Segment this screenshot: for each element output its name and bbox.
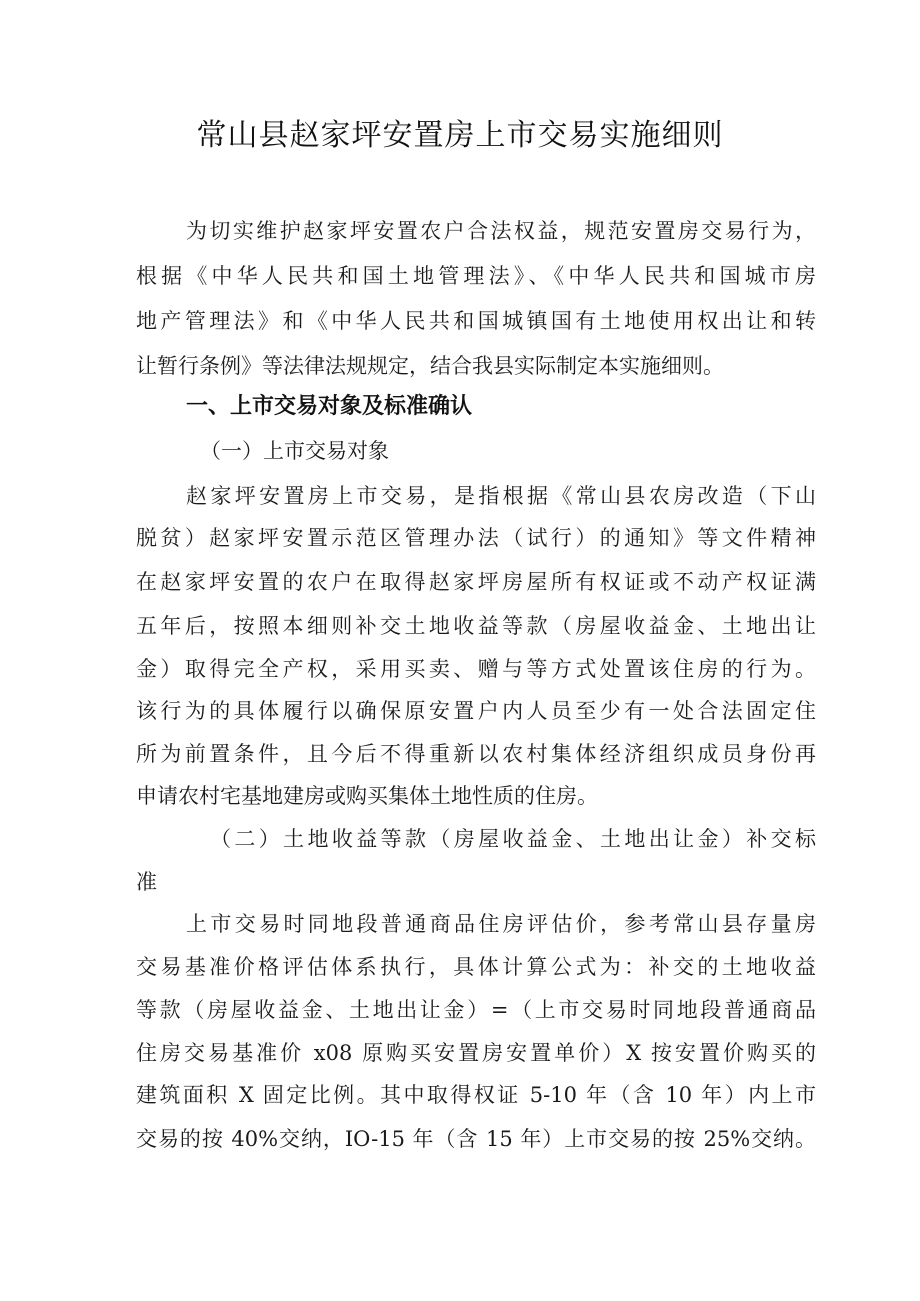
sub1-line-4: 五年后，按照本细则补交土地收益等款（房屋收益金、土地出让 bbox=[136, 614, 816, 638]
sub1-line-6: 该行为的具体履行以确保原安置户内人员至少有一处合法固定住 bbox=[136, 699, 816, 723]
sub2-line-1: 上市交易时同地段普通商品住房评估价，参考常山县存量房 bbox=[186, 912, 816, 936]
sub2-line-4: 住房交易基准价 x08 原购买安置房安置单价）X 按安置价购买的 bbox=[136, 1041, 816, 1065]
sub1-line-1: 赵家坪安置房上市交易，是指根据《常山县农房改造（下山 bbox=[186, 484, 816, 508]
intro-line-3: 地产管理法》和《中华人民共和国城镇国有土地使用权出让和转 bbox=[136, 309, 816, 333]
intro-line-1: 为切实维护赵家坪安置农户合法权益，规范安置房交易行为， bbox=[186, 219, 816, 243]
subsection-heading-2: （二）土地收益等款（房屋收益金、土地出让金）补交标 bbox=[210, 827, 816, 851]
intro-line-2: 根据《中华人民共和国土地管理法》、《中华人民共和国城市房 bbox=[136, 264, 816, 288]
sub1-line-2: 脱贫）赵家坪安置示范区管理办法（试行）的通知》等文件精神 bbox=[136, 526, 816, 550]
section-heading-1: 一、上市交易对象及标准确认 bbox=[186, 394, 473, 419]
document-title: 常山县赵家坪安置房上市交易实施细则 bbox=[196, 118, 724, 153]
sub1-line-3: 在赵家坪安置的农户在取得赵家坪房屋所有权证或不动产权证满 bbox=[136, 570, 816, 594]
sub1-line-8: 申请农村宅基地建房或购买集体土地性质的住房。 bbox=[136, 784, 598, 808]
subsection-heading-2-cont: 准 bbox=[136, 870, 157, 894]
sub2-line-5: 建筑面积 X 固定比例。其中取得权证 5-10 年（含 10 年）内上市 bbox=[136, 1083, 816, 1107]
sub1-line-5: 金）取得完全产权，采用买卖、赠与等方式处置该住房的行为。 bbox=[136, 657, 816, 681]
sub2-line-3: 等款（房屋收益金、土地出让金）=（上市交易时同地段普通商品 bbox=[136, 998, 816, 1022]
sub2-line-2: 交易基准价格评估体系执行，具体计算公式为：补交的土地收益 bbox=[136, 955, 816, 979]
sub1-line-7: 所为前置条件，且今后不得重新以农村集体经济组织成员身份再 bbox=[136, 742, 816, 766]
intro-line-4: 让暂行条例》等法律法规规定，结合我县实际制定本实施细则。 bbox=[136, 354, 724, 378]
sub2-line-6: 交易的按 40%交纳，IO-15 年（含 15 年）上市交易的按 25%交纳。 bbox=[136, 1127, 816, 1151]
subsection-heading-1: （一）上市交易对象 bbox=[200, 439, 389, 463]
